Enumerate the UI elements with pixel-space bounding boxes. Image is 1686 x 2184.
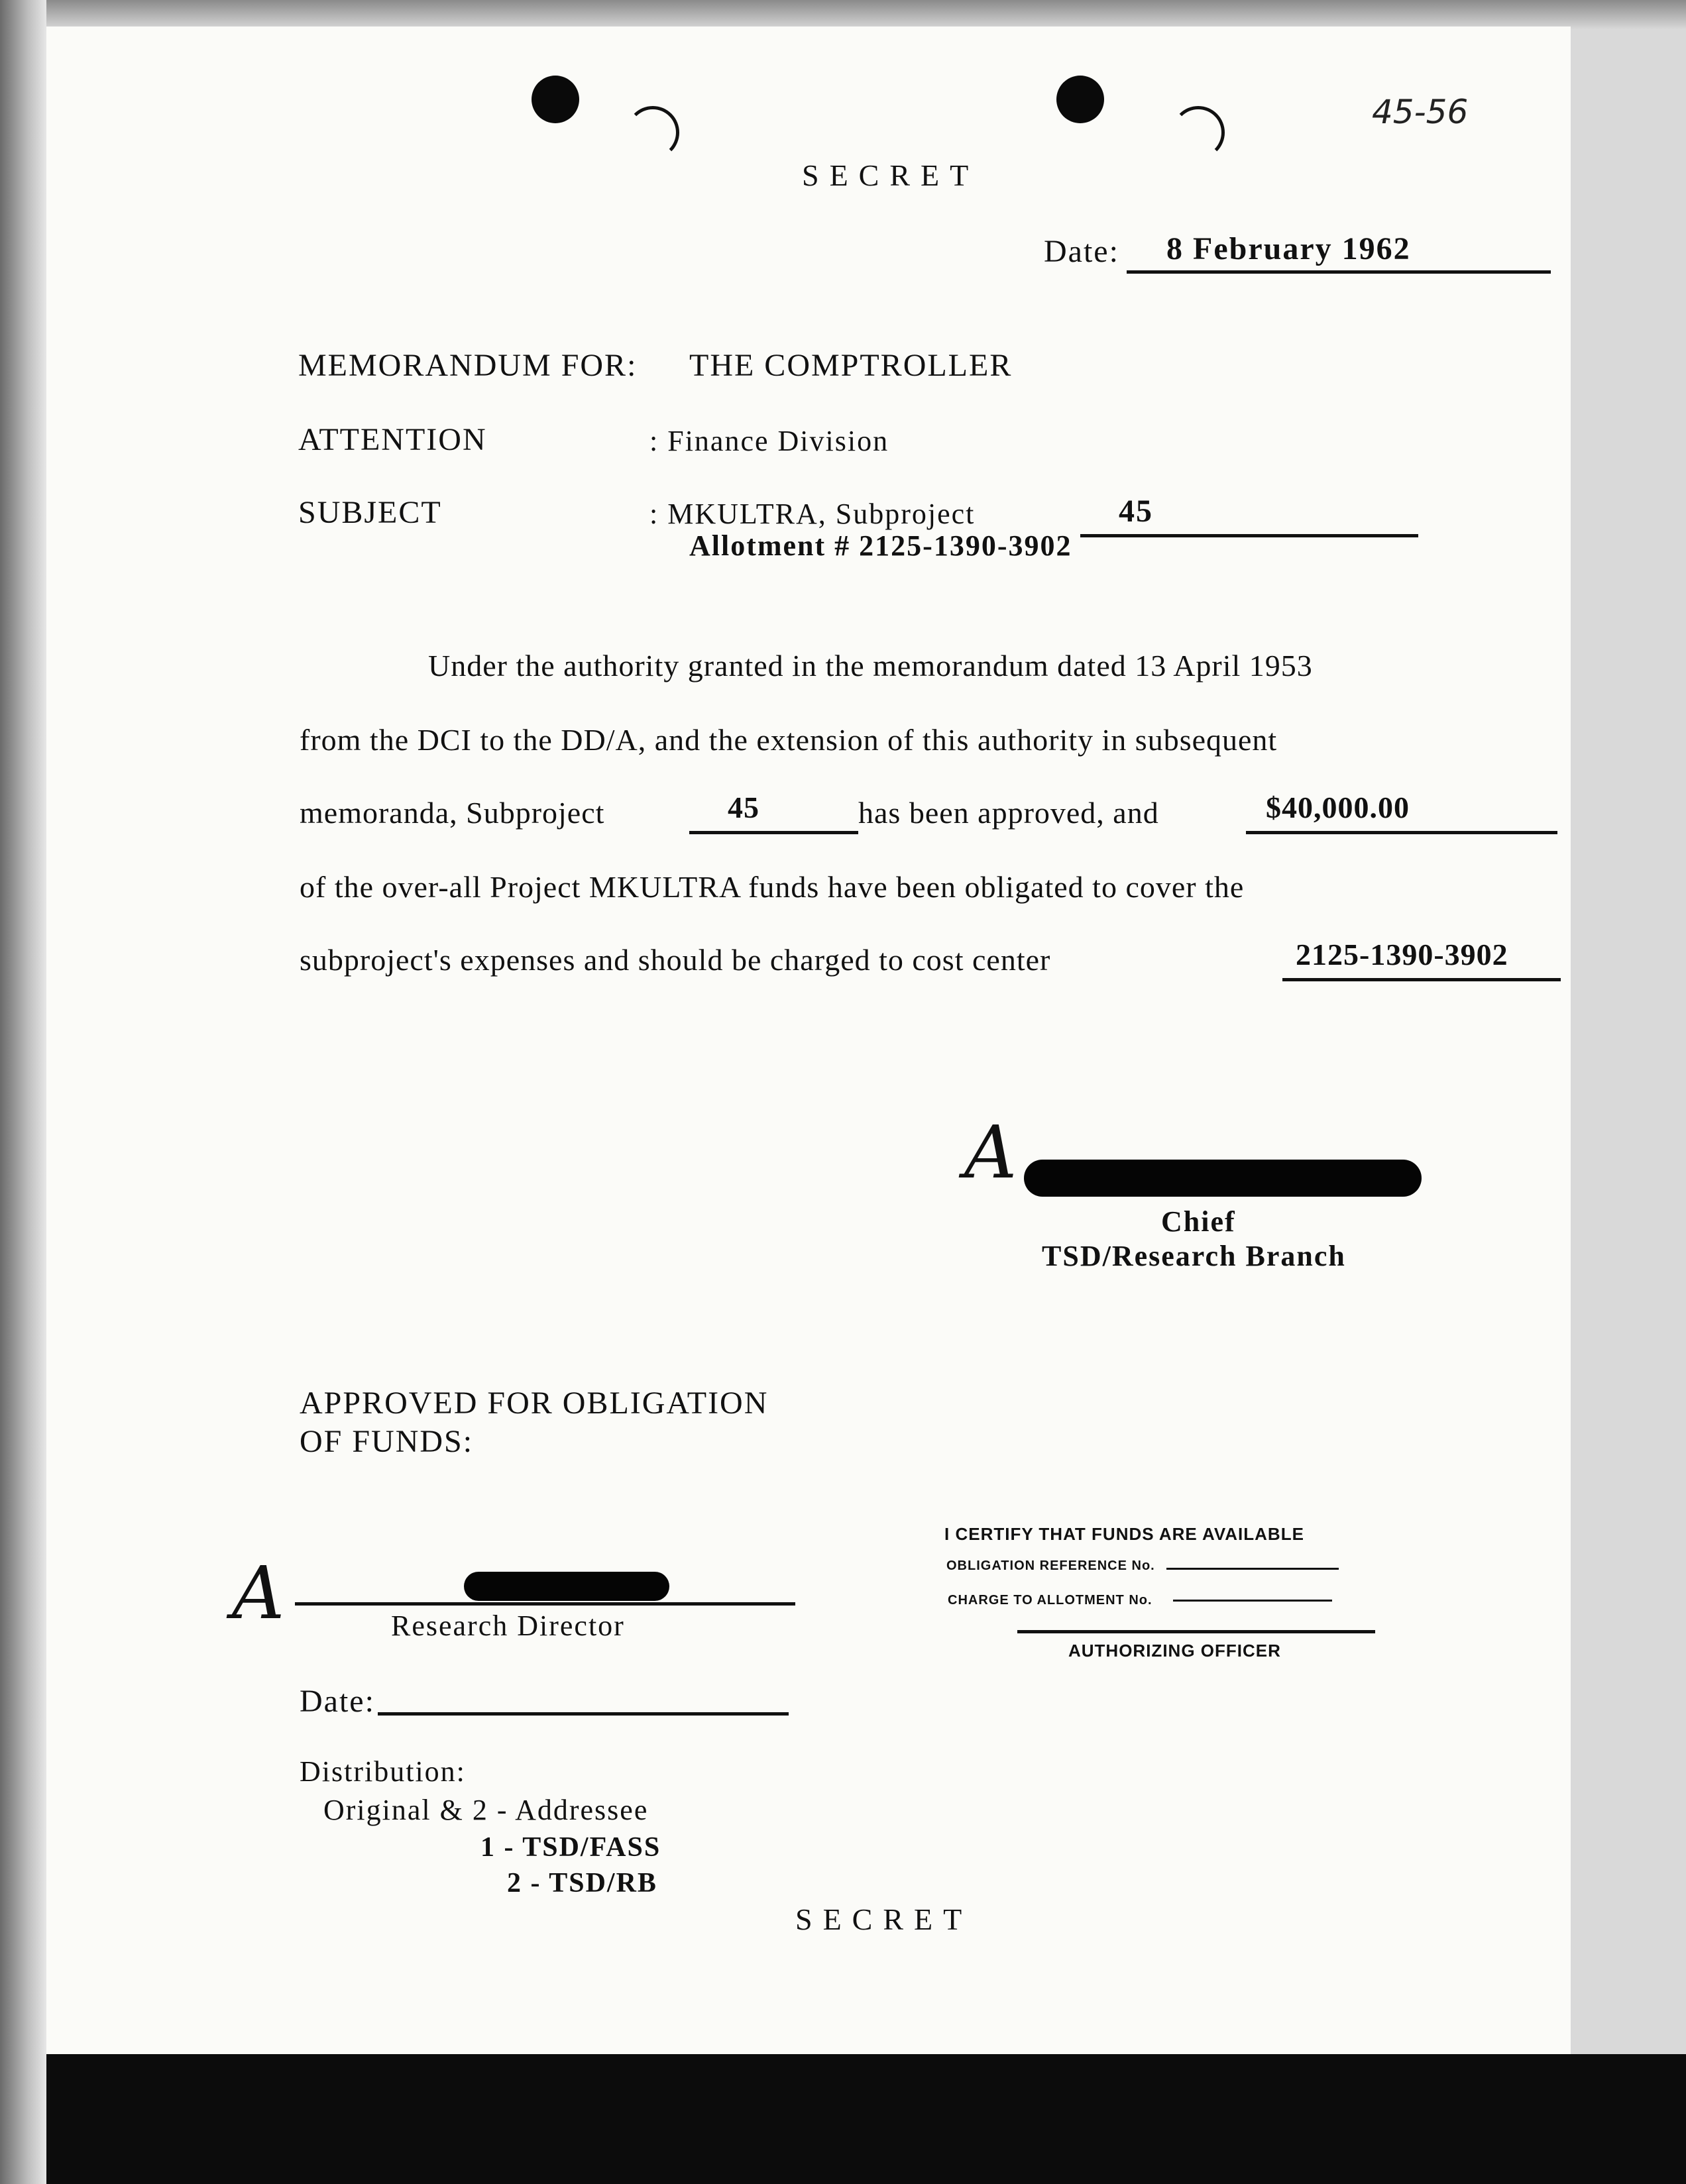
paragraph-line-1: Under the authority granted in the memorandum dated 13 April 1953 bbox=[428, 649, 1313, 682]
handwritten-initial-signer: A bbox=[964, 1110, 1017, 1195]
attention-label: ATTENTION bbox=[298, 422, 487, 457]
punch-ring-right bbox=[1172, 106, 1225, 159]
paragraph-line-2: from the DCI to the DD/A, and the extension of this authority in subsequent bbox=[300, 723, 1278, 757]
stamp-line-3-rule bbox=[1173, 1600, 1332, 1602]
handwritten-number: 45-56 bbox=[1372, 93, 1469, 131]
paragraph-line-4: of the over-all Project MKULTRA funds have been obligated to cover the bbox=[300, 870, 1245, 904]
subproject-underline bbox=[689, 831, 858, 834]
date2-underline bbox=[378, 1712, 789, 1716]
amount: $40,000.00 bbox=[1266, 791, 1410, 824]
paragraph-subproject-number: 45 bbox=[728, 791, 759, 824]
classification-top: SECRET bbox=[802, 158, 980, 192]
date2-label: Date: bbox=[300, 1684, 375, 1719]
stamp-line-2-rule bbox=[1166, 1568, 1339, 1570]
punch-hole-right bbox=[1056, 76, 1104, 123]
distribution-label: Distribution: bbox=[300, 1755, 466, 1788]
date-label: Date: bbox=[1044, 234, 1119, 269]
punch-hole-left bbox=[532, 76, 579, 123]
subject-value: : MKULTRA, Subproject bbox=[649, 498, 976, 530]
distribution-line-3: 2 - TSD/RB bbox=[507, 1868, 657, 1898]
approved-line-2: OF FUNDS: bbox=[300, 1424, 474, 1459]
signer-title-chief: Chief bbox=[1161, 1205, 1236, 1238]
subject-label: SUBJECT bbox=[298, 495, 442, 530]
redaction-approver-name bbox=[464, 1572, 669, 1601]
cost-center: 2125-1390-3902 bbox=[1296, 938, 1508, 971]
stamp-line-3: CHARGE TO ALLOTMENT No. bbox=[948, 1593, 1152, 1608]
classification-bottom: SECRET bbox=[795, 1902, 973, 1936]
subject-number: 45 bbox=[1119, 494, 1153, 529]
scan-bottom-edge bbox=[46, 2054, 1686, 2184]
subject-underline bbox=[1080, 534, 1418, 537]
redaction-signer-name bbox=[1024, 1160, 1422, 1197]
stamp-signature-line bbox=[1017, 1630, 1375, 1633]
stamp-line-1: I CERTIFY THAT FUNDS ARE AVAILABLE bbox=[944, 1524, 1304, 1544]
scan-top-edge bbox=[46, 0, 1686, 29]
date-underline bbox=[1127, 270, 1551, 274]
memo-for-label: MEMORANDUM FOR: bbox=[298, 348, 638, 383]
distribution-line-1: Original & 2 - Addressee bbox=[323, 1794, 649, 1826]
attention-value: : Finance Division bbox=[649, 425, 889, 457]
stamp-line-4: AUTHORIZING OFFICER bbox=[1068, 1641, 1281, 1661]
date-value: 8 February 1962 bbox=[1166, 231, 1411, 266]
research-director-label: Research Director bbox=[391, 1610, 625, 1642]
approver-signature-line bbox=[295, 1602, 795, 1606]
approved-line-1: APPROVED FOR OBLIGATION bbox=[300, 1386, 769, 1421]
signer-title-branch: TSD/Research Branch bbox=[1042, 1240, 1346, 1272]
paragraph-line-5: subproject's expenses and should be charged to cost center bbox=[300, 943, 1051, 977]
stamp-line-2: OBLIGATION REFERENCE No. bbox=[946, 1558, 1155, 1573]
paragraph-line-3b: has been approved, and bbox=[858, 796, 1159, 830]
scan-left-edge bbox=[0, 0, 46, 2184]
memo-for-value: THE COMPTROLLER bbox=[689, 348, 1013, 383]
document-page bbox=[46, 27, 1571, 2054]
punch-ring-left bbox=[626, 106, 679, 159]
allotment: Allotment # 2125-1390-3902 bbox=[689, 529, 1072, 562]
paragraph-line-3a: memoranda, Subproject bbox=[300, 796, 605, 830]
distribution-line-2: 1 - TSD/FASS bbox=[480, 1832, 661, 1863]
handwritten-initial-approver: A bbox=[232, 1551, 285, 1635]
amount-underline bbox=[1246, 831, 1557, 834]
cost-center-underline bbox=[1282, 978, 1561, 981]
